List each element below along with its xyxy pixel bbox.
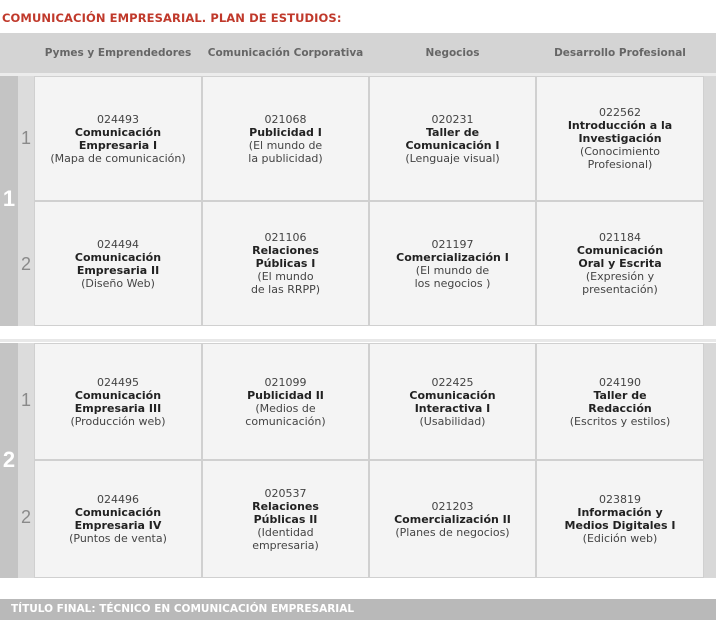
- course-code: 022425: [431, 375, 474, 389]
- course-note: (Conocimiento Profesional): [579, 145, 661, 171]
- course-name: Relaciones Públicas II: [252, 499, 319, 526]
- course-note: (Identidad empresaria): [252, 525, 319, 552]
- course-cell[interactable]: [369, 201, 536, 326]
- course-note: (Puntos de venta): [69, 532, 167, 545]
- column-header-comunicacion-corporativa: Comunicación Corporativa: [207, 47, 364, 59]
- course-name: Comunicación Empresaria II: [74, 250, 162, 277]
- course-cell[interactable]: [536, 201, 704, 326]
- course-cell[interactable]: [34, 343, 202, 460]
- course-name: Publicidad II: [247, 388, 324, 402]
- column-header-pymes: Pymes y Emprendedores: [44, 47, 192, 59]
- course-name: Comunicación Interactiva I: [409, 388, 496, 415]
- right-edge-bar: [704, 76, 716, 326]
- course-note: (Planes de negocios): [395, 525, 510, 539]
- course-note: (El mundo de los negocios ): [414, 263, 491, 290]
- year-label: 2: [2, 447, 16, 472]
- column-header-negocios: Negocios: [425, 47, 480, 59]
- course-cell[interactable]: [369, 76, 536, 201]
- page-title: COMUNICACIÓN EMPRESARIAL. PLAN DE ESTUDIOS:: [2, 11, 342, 25]
- course-cell[interactable]: [369, 460, 536, 578]
- course-note: (Producción web): [70, 414, 166, 428]
- course-name: Comercialización II: [394, 512, 511, 526]
- year-block-1: [0, 76, 716, 326]
- course-note: (Mapa de comunicación): [50, 151, 186, 165]
- course-code: 024190: [599, 375, 641, 389]
- course-note: (Edición web): [582, 532, 658, 545]
- course-note: (Diseño Web): [81, 276, 155, 290]
- year-separator: [0, 339, 716, 342]
- course-code: 021197: [431, 237, 474, 251]
- final-title-bar: [0, 599, 716, 620]
- course-code: 024495: [97, 375, 139, 389]
- course-note: (Usabilidad): [419, 414, 486, 428]
- year-block-2: [0, 343, 716, 578]
- year-label: 1: [2, 186, 16, 211]
- course-name: Relaciones Públicas I: [252, 244, 319, 270]
- course-code: 021106: [264, 231, 307, 244]
- column-header-row: [0, 33, 716, 73]
- course-note: (Expresión y presentación): [582, 270, 658, 296]
- course-code: 020231: [431, 112, 474, 126]
- course-code: 020537: [264, 486, 307, 500]
- course-code: 024494: [97, 237, 139, 251]
- course-code: 021099: [264, 375, 307, 389]
- course-cell[interactable]: [536, 76, 704, 201]
- course-name: Taller de Comunicación I: [405, 125, 500, 152]
- course-cell[interactable]: [536, 343, 704, 460]
- course-code: 024493: [97, 112, 139, 126]
- course-code: 021068: [264, 112, 307, 126]
- course-name: Información y Medios Digitales I: [564, 506, 676, 532]
- course-note: (El mundo de las RRPP): [250, 270, 321, 296]
- course-cell[interactable]: [202, 343, 369, 460]
- course-note: (Medios de comunicación): [245, 401, 326, 428]
- course-note: (El mundo de la publicidad): [248, 138, 323, 165]
- right-edge-bar: [704, 343, 716, 578]
- course-code: 022562: [598, 106, 641, 119]
- semester-label: 2: [20, 254, 31, 274]
- semester-bar: [18, 76, 34, 326]
- course-cell[interactable]: [202, 76, 369, 201]
- semester-bar: [18, 343, 34, 578]
- column-header-desarrollo-profesional: Desarrollo Profesional: [554, 47, 686, 59]
- course-name: Comunicación Empresaria IV: [74, 506, 162, 532]
- semester-label: 2: [20, 507, 31, 527]
- course-cell[interactable]: [202, 201, 369, 326]
- course-code: 021184: [599, 231, 641, 244]
- final-title-text: TÍTULO FINAL: TÉCNICO EN COMUNICACIÓN EMPRESARIAL: [11, 603, 355, 615]
- course-cell[interactable]: [369, 343, 536, 460]
- course-name: Comunicación Oral y Escrita: [576, 244, 664, 270]
- course-name: Comunicación Empresaria I: [74, 125, 162, 152]
- semester-label: 1: [20, 128, 31, 148]
- course-cell[interactable]: [34, 76, 202, 201]
- course-note: (Lenguaje visual): [405, 151, 500, 165]
- course-name: Introducción a la Investigación: [567, 119, 673, 145]
- course-code: 024496: [96, 493, 139, 506]
- course-code: 023819: [598, 493, 641, 506]
- course-cell[interactable]: [536, 460, 704, 578]
- course-cell[interactable]: [34, 201, 202, 326]
- course-name: Publicidad I: [249, 125, 322, 139]
- course-name: Comunicación Empresaria III: [74, 388, 162, 415]
- course-code: 021203: [431, 499, 474, 513]
- course-cell[interactable]: [202, 460, 369, 578]
- course-name: Comercialización I: [396, 250, 509, 264]
- semester-label: 1: [20, 390, 31, 410]
- course-cell[interactable]: [34, 460, 202, 578]
- course-name: Taller de Redacción: [588, 388, 652, 415]
- course-note: (Escritos y estilos): [569, 414, 671, 428]
